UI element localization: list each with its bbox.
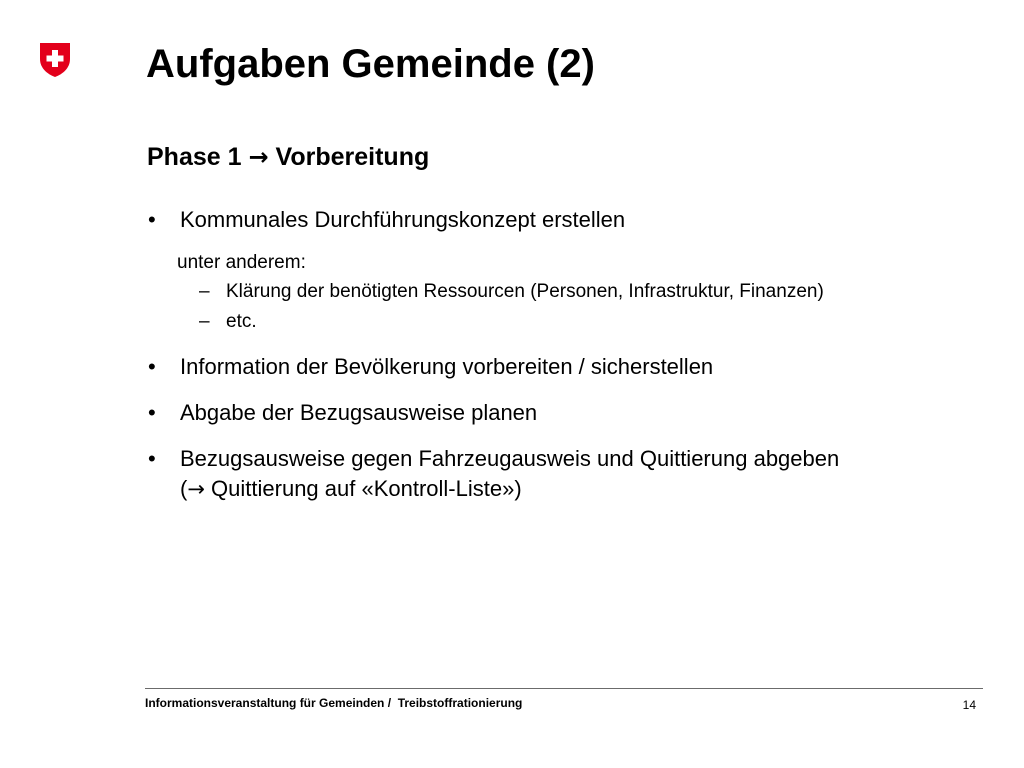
dash-icon: –	[199, 311, 210, 332]
dash-icon: –	[199, 281, 210, 302]
arrow-icon: →	[187, 477, 205, 501]
bullet-icon: •	[148, 207, 156, 232]
sub-bullet-item	[199, 278, 824, 306]
bullet-icon: •	[148, 400, 156, 425]
swiss-shield-icon	[39, 42, 71, 78]
bullet-text: Bezugsausweise gegen Fahrzeugausweis und Quittierung abgeben	[180, 446, 840, 471]
sub-bullet-item	[199, 308, 257, 336]
sub-bullet-text: etc.	[226, 311, 257, 332]
bullet-item	[148, 398, 537, 428]
page-number: 14	[962, 698, 976, 712]
slide-title: Aufgaben Gemeinde (2)	[146, 42, 595, 86]
footer-divider	[145, 688, 983, 689]
paren-open: (	[180, 476, 188, 501]
footer-text: Informationsveranstaltung für Gemeinden / Treibstoffrationierung	[145, 696, 523, 710]
continuation-text: Quittierung auf «Kontroll-Liste»)	[204, 476, 522, 501]
bullet-note: unter anderem:	[177, 252, 306, 273]
bullet-icon: •	[148, 446, 156, 471]
arrow-icon: →	[248, 143, 269, 171]
bullet-continuation	[148, 474, 839, 504]
subtitle-topic: Vorbereitung	[275, 143, 430, 171]
bullet-text: Abgabe der Bezugsausweise planen	[180, 400, 538, 425]
bullet-text: Kommunales Durchführungskonzept erstellen	[180, 207, 626, 232]
bullet-icon: •	[148, 354, 156, 379]
sub-bullet-text: Klärung der benötigten Ressourcen (Personen, Infrastruktur, Finanzen)	[226, 281, 824, 302]
bullet-item	[148, 444, 839, 504]
bullet-item	[148, 205, 625, 235]
bullet-text: Information der Bevölkerung vorbereiten / sicherstellen	[180, 354, 714, 379]
bullet-item	[148, 352, 713, 382]
slide-subtitle	[147, 140, 429, 174]
subtitle-phase: Phase 1	[147, 143, 242, 171]
